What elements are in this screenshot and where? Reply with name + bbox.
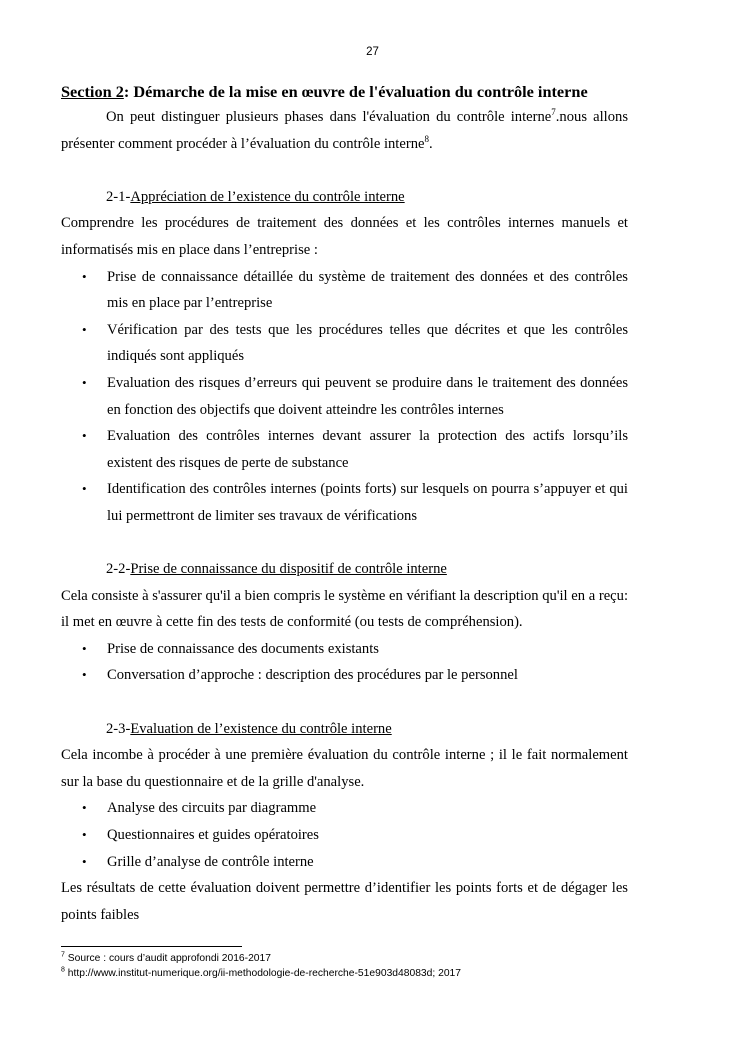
section-label: Section 2 <box>61 82 124 101</box>
list-item <box>61 795 628 822</box>
page-content <box>61 80 628 928</box>
bullet-list <box>61 264 628 530</box>
bullet-icon: • <box>82 481 87 497</box>
list-item <box>61 317 628 370</box>
bullet-icon: • <box>82 853 87 869</box>
bullet-icon: • <box>82 268 87 284</box>
intro-text: On peut distinguer plusieurs phases dans l'évaluation du contrôle interne <box>106 109 552 125</box>
list-item <box>61 476 628 529</box>
footnote-ref-8[interactable]: 8 <box>424 133 429 144</box>
bullet-icon: • <box>82 800 87 816</box>
section-heading <box>61 80 628 104</box>
footnote-divider <box>61 946 242 947</box>
footnotes <box>61 946 628 981</box>
list-item-text: Evaluation des contrôles internes devant assurer la protection des actifs lorsqu’ils existent des risques de perte de substance <box>107 428 628 471</box>
bullet-list <box>61 636 628 689</box>
subsection-heading-2-3 <box>106 716 628 743</box>
list-item-text: Prise de connaissance des documents existants <box>107 640 379 657</box>
list-item <box>61 264 628 317</box>
subsection-heading-2-1 <box>106 184 628 211</box>
section-title: : Démarche de la mise en œuvre de l'évaluation du contrôle interne <box>123 82 588 101</box>
bullet-icon: • <box>82 827 87 843</box>
list-item-text: Grille d’analyse de contrôle interne <box>107 853 314 870</box>
bullet-icon: • <box>82 321 87 337</box>
list-item-text: Analyse des circuits par diagramme <box>107 800 317 817</box>
subsection-title: Appréciation de l’existence du contrôle interne <box>130 188 405 205</box>
page-number: 27 <box>366 46 379 58</box>
list-item-text: Evaluation des risques d’erreurs qui peuvent se produire dans le traitement des données en fonction des objectifs que doivent atteindre les contrôles internes <box>107 374 628 418</box>
intro-text: .nous allons présenter comment procéder à l’évaluation du contrôle interne <box>61 109 628 152</box>
list-item-text: Questionnaires et guides opératoires <box>107 827 319 844</box>
list-item-text: Prise de connaissance détaillée du système de traitement des données et des contrôles mis en place par l’entreprise <box>107 268 628 312</box>
list-item-text: Vérification par des tests que les procédures telles que décrites et que les contrôles indiqués sont appliqués <box>107 321 628 365</box>
subsection-title: Evaluation de l’existence du contrôle interne <box>130 720 392 737</box>
subsection-paragraph: Cela consiste à s'assurer qu'il a bien compris le système en vérifiant la description qu'il en a reçu: il met en œuvre à cette fin des tests de conformité (ou tests de compréhension). <box>61 587 628 631</box>
bullet-icon: • <box>82 640 87 656</box>
list-item-text: Conversation d’approche : description des procédures par le personnel <box>107 667 518 684</box>
subsection-paragraph: Comprendre les procédures de traitement des données et les contrôles internes manuels et informatisés mis en place dans l’entreprise : <box>61 215 628 258</box>
footnote-link[interactable]: http://www.institut-numerique.org/ii-methodologie-de-recherche-51e903d48083d; 2017 <box>64 968 462 979</box>
subsection-title: Prise de connaissance du dispositif de contrôle interne <box>130 561 447 578</box>
footnote-7 <box>61 951 628 966</box>
footnote-text: Source : cours d’audit approfondi 2016-2017 <box>64 953 271 964</box>
footnote-marker: 8 <box>61 966 65 974</box>
list-item-text: Identification des contrôles internes (points forts) sur lesquels on pourra s’appuyer et qui lui permettront de limiter ses travaux de vérifications <box>107 481 628 524</box>
subsection-heading-2-2 <box>106 556 628 583</box>
subsection-number: 2-3- <box>106 720 131 737</box>
list-item <box>61 822 628 849</box>
list-item <box>61 423 628 476</box>
bullet-icon: • <box>82 374 87 390</box>
bullet-list <box>61 795 628 875</box>
closing-paragraph: Les résultats de cette évaluation doivent permettre d’identifier les points forts et de dégager les points faibles <box>61 880 628 923</box>
subsection-paragraph: Cela incombe à procéder à une première évaluation du contrôle interne ; il le fait normalement sur la base du questionnaire et de la grille d'analyse. <box>61 747 628 790</box>
list-item <box>61 636 628 663</box>
footnote-marker: 7 <box>61 951 65 959</box>
footnote-ref-7[interactable]: 7 <box>551 107 556 118</box>
bullet-icon: • <box>82 667 87 683</box>
list-item <box>61 662 628 689</box>
intro-paragraph <box>61 104 628 157</box>
intro-text: . <box>428 135 433 152</box>
list-item <box>61 849 628 876</box>
footnote-8 <box>61 966 628 981</box>
subsection-number: 2-2- <box>106 561 131 578</box>
subsection-number: 2-1- <box>106 188 131 205</box>
list-item <box>61 370 628 423</box>
bullet-icon: • <box>82 428 87 444</box>
